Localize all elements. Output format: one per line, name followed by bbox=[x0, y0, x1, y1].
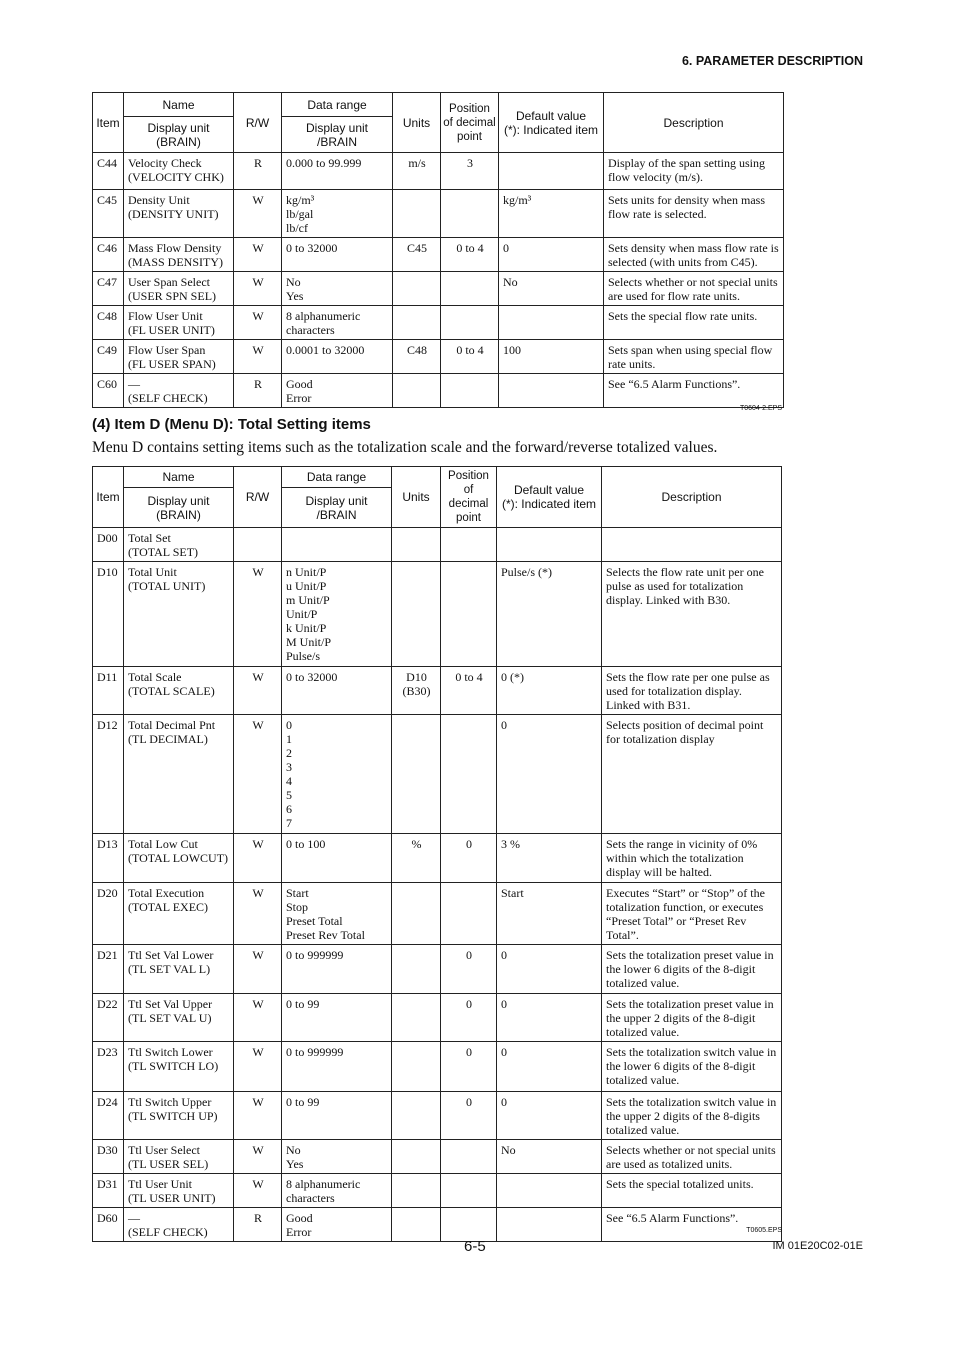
row-units bbox=[392, 1092, 441, 1140]
row-name: Ttl Switch Upper (TL SWITCH UP) bbox=[124, 1092, 234, 1140]
row-range: 0 1 2 3 4 5 6 7 bbox=[282, 715, 392, 834]
row-default bbox=[497, 528, 602, 562]
row-position: 0 to 4 bbox=[441, 238, 499, 272]
row-item: D13 bbox=[93, 834, 124, 883]
row-item: D23 bbox=[93, 1042, 124, 1092]
row-units bbox=[392, 562, 441, 667]
table-row bbox=[93, 667, 782, 715]
row-range: 0 to 999999 bbox=[282, 1042, 392, 1092]
row-position bbox=[441, 562, 497, 667]
row-range: 0 to 999999 bbox=[282, 945, 392, 994]
table-row bbox=[93, 562, 782, 667]
row-description: Selects whether or not special units are used as totalized units. bbox=[602, 1140, 782, 1174]
row-name: Ttl Set Val Lower (TL SET VAL L) bbox=[124, 945, 234, 994]
row-rw: W bbox=[234, 834, 282, 883]
row-default: 0 (*) bbox=[497, 667, 602, 715]
row-rw: W bbox=[234, 272, 282, 306]
table-tag: T0604-2.EPS bbox=[739, 405, 782, 412]
row-units bbox=[393, 190, 441, 238]
row-item: D12 bbox=[93, 715, 124, 834]
col-description: Description bbox=[604, 93, 784, 153]
row-range: 0 to 100 bbox=[282, 834, 392, 883]
row-item: D11 bbox=[93, 667, 124, 715]
row-item: C46 bbox=[93, 238, 124, 272]
row-default bbox=[499, 306, 604, 340]
row-default: 0 bbox=[497, 715, 602, 834]
row-units: D10 (B30) bbox=[392, 667, 441, 715]
row-description bbox=[602, 528, 782, 562]
row-name: Ttl Switch Lower (TL SWITCH LO) bbox=[124, 1042, 234, 1092]
table-row bbox=[93, 834, 782, 883]
row-item: D21 bbox=[93, 945, 124, 994]
row-units bbox=[392, 1042, 441, 1092]
page-number: 6-5 bbox=[464, 1238, 486, 1255]
table-row bbox=[93, 1092, 782, 1140]
row-position: 0 to 4 bbox=[441, 340, 499, 374]
row-range: 0 to 99 bbox=[282, 1092, 392, 1140]
row-item: D60 bbox=[93, 1208, 124, 1242]
row-name: Total Unit (TOTAL UNIT) bbox=[124, 562, 234, 667]
col-data-range: Data range bbox=[282, 467, 392, 488]
row-rw: W bbox=[234, 1174, 282, 1208]
row-default: 0 bbox=[497, 945, 602, 994]
row-name: Flow User Unit (FL USER UNIT) bbox=[124, 306, 234, 340]
row-name: Mass Flow Density (MASS DENSITY) bbox=[124, 238, 234, 272]
row-item: C48 bbox=[93, 306, 124, 340]
row-description: Sets the special totalized units. bbox=[602, 1174, 782, 1208]
row-default: 0 bbox=[497, 994, 602, 1042]
row-name: Total Execution (TOTAL EXEC) bbox=[124, 883, 234, 945]
col-position: Position of decimal point bbox=[441, 467, 497, 528]
table-row bbox=[93, 374, 784, 408]
row-position: 0 bbox=[441, 1092, 497, 1140]
row-units bbox=[392, 883, 441, 945]
row-position bbox=[441, 306, 499, 340]
row-units bbox=[393, 306, 441, 340]
row-description: Selects position of decimal point for totalization display bbox=[602, 715, 782, 834]
running-header: 6. PARAMETER DESCRIPTION bbox=[681, 54, 863, 68]
row-position: 0 bbox=[441, 1042, 497, 1092]
row-item: D31 bbox=[93, 1174, 124, 1208]
row-description: Sets the totalization switch value in the upper 2 digits of the 8-digits totalized value. bbox=[602, 1092, 782, 1140]
row-name: User Span Select (USER SPN SEL) bbox=[124, 272, 234, 306]
row-default: 0 bbox=[497, 1092, 602, 1140]
row-position: 0 bbox=[441, 994, 497, 1042]
row-name: Ttl User Unit (TL USER UNIT) bbox=[124, 1174, 234, 1208]
row-position bbox=[441, 1174, 497, 1208]
row-item: D22 bbox=[93, 994, 124, 1042]
row-name: Flow User Span (FL USER SPAN) bbox=[124, 340, 234, 374]
col-default: Default value (*): Indicated item bbox=[499, 93, 604, 153]
document-id: IM 01E20C02-01E bbox=[772, 1240, 863, 1252]
row-range: 0 to 32000 bbox=[282, 238, 393, 272]
row-name: Density Unit (DENSITY UNIT) bbox=[124, 190, 234, 238]
row-rw: R bbox=[234, 153, 282, 190]
col-rw: R/W bbox=[234, 467, 282, 528]
row-rw: R bbox=[234, 1208, 282, 1242]
row-range: 0.000 to 99.999 bbox=[282, 153, 393, 190]
col-description: Description bbox=[602, 467, 782, 528]
row-range: 0.0001 to 32000 bbox=[282, 340, 393, 374]
table-row bbox=[93, 272, 784, 306]
row-range: n Unit/P u Unit/P m Unit/P Unit/P k Unit/P M Unit/P Pulse/s bbox=[282, 562, 392, 667]
row-rw: R bbox=[234, 374, 282, 408]
row-name: Total Low Cut (TOTAL LOWCUT) bbox=[124, 834, 234, 883]
row-item: C47 bbox=[93, 272, 124, 306]
table-row bbox=[93, 1042, 782, 1092]
row-name: Total Set (TOTAL SET) bbox=[124, 528, 234, 562]
row-item: C44 bbox=[93, 153, 124, 190]
row-name: Ttl Set Val Upper (TL SET VAL U) bbox=[124, 994, 234, 1042]
col-position: Position of decimal point bbox=[441, 93, 499, 153]
row-position bbox=[441, 1208, 497, 1242]
section-paragraph: Menu D contains setting items such as the totalization scale and the forward/reverse totalized values. bbox=[92, 439, 718, 456]
row-name: Velocity Check (VELOCITY CHK) bbox=[124, 153, 234, 190]
row-description: Selects whether or not special units are used for flow rate units. bbox=[604, 272, 784, 306]
parameter-table-d bbox=[92, 466, 782, 1242]
row-default: 3 % bbox=[497, 834, 602, 883]
row-units bbox=[392, 528, 441, 562]
row-rw: W bbox=[234, 1042, 282, 1092]
row-rw bbox=[234, 528, 282, 562]
row-position: 0 bbox=[441, 834, 497, 883]
row-name: Ttl User Select (TL USER SEL) bbox=[124, 1140, 234, 1174]
row-description: Sets the totalization switch value in the lower 6 digits of the 8-digit totalized value. bbox=[602, 1042, 782, 1092]
table-row bbox=[93, 945, 782, 994]
row-name: — (SELF CHECK) bbox=[124, 1208, 234, 1242]
row-description: See “6.5 Alarm Functions”. bbox=[604, 374, 784, 408]
row-position bbox=[441, 883, 497, 945]
table-row bbox=[93, 715, 782, 834]
row-default: No bbox=[497, 1140, 602, 1174]
parameter-table-c bbox=[92, 92, 784, 408]
row-units bbox=[392, 994, 441, 1042]
row-description: Sets the totalization preset value in the upper 2 digits of the 8-digit totalized value. bbox=[602, 994, 782, 1042]
col-units: Units bbox=[392, 467, 441, 528]
row-rw: W bbox=[234, 562, 282, 667]
row-range: 8 alphanumeric characters bbox=[282, 1174, 392, 1208]
row-units bbox=[393, 272, 441, 306]
row-rw: W bbox=[234, 340, 282, 374]
row-position bbox=[441, 1140, 497, 1174]
row-rw: W bbox=[234, 994, 282, 1042]
row-description: Sets the flow rate per one pulse as used for totalization display. Linked with B31. bbox=[602, 667, 782, 715]
row-range: 8 alphanumeric characters bbox=[282, 306, 393, 340]
section-heading: (4) Item D (Menu D): Total Setting items bbox=[92, 416, 371, 433]
row-rw: W bbox=[234, 1140, 282, 1174]
table-tag: T0605.EPS bbox=[746, 1227, 782, 1234]
row-description: Sets the totalization preset value in the lower 6 digits of the 8-digit totalized value. bbox=[602, 945, 782, 994]
row-units: C48 bbox=[393, 340, 441, 374]
row-rw: W bbox=[234, 1092, 282, 1140]
row-description: Sets units for density when mass flow rate is selected. bbox=[604, 190, 784, 238]
row-position: 0 to 4 bbox=[441, 667, 497, 715]
row-range bbox=[282, 528, 392, 562]
row-item: D30 bbox=[93, 1140, 124, 1174]
row-default: 100 bbox=[499, 340, 604, 374]
row-name: Total Decimal Pnt (TL DECIMAL) bbox=[124, 715, 234, 834]
col-units: Units bbox=[393, 93, 441, 153]
row-default: No bbox=[499, 272, 604, 306]
col-item: Item bbox=[93, 93, 124, 153]
row-rw: W bbox=[234, 883, 282, 945]
row-rw: W bbox=[234, 306, 282, 340]
row-description: See “6.5 Alarm Functions”. bbox=[602, 1208, 782, 1242]
row-default bbox=[497, 1208, 602, 1242]
row-rw: W bbox=[234, 945, 282, 994]
row-units: % bbox=[392, 834, 441, 883]
row-units bbox=[392, 945, 441, 994]
row-units bbox=[392, 715, 441, 834]
row-item: D24 bbox=[93, 1092, 124, 1140]
row-description: Sets the special flow rate units. bbox=[604, 306, 784, 340]
col-default: Default value (*): Indicated item bbox=[497, 467, 602, 528]
row-rw: W bbox=[234, 667, 282, 715]
row-rw: W bbox=[234, 238, 282, 272]
row-position bbox=[441, 190, 499, 238]
table-row bbox=[93, 1174, 782, 1208]
table-row bbox=[93, 528, 782, 562]
row-default: 0 bbox=[497, 1042, 602, 1092]
row-range: 0 to 32000 bbox=[282, 667, 392, 715]
row-rw: W bbox=[234, 190, 282, 238]
row-units bbox=[392, 1174, 441, 1208]
col-rw: R/W bbox=[234, 93, 282, 153]
col-name: Name bbox=[124, 93, 234, 117]
row-item: C45 bbox=[93, 190, 124, 238]
row-position bbox=[441, 374, 499, 408]
row-default: kg/m³ bbox=[499, 190, 604, 238]
row-description: Executes “Start” or “Stop” of the totalization function, or executes “Preset Total” or “Preset Rev Total”. bbox=[602, 883, 782, 945]
col-data-range: Data range bbox=[282, 93, 393, 117]
row-position: 3 bbox=[441, 153, 499, 190]
row-name: — (SELF CHECK) bbox=[124, 374, 234, 408]
row-rw: W bbox=[234, 715, 282, 834]
row-position bbox=[441, 715, 497, 834]
table-row bbox=[93, 994, 782, 1042]
row-range: Good Error bbox=[282, 374, 393, 408]
row-units: C45 bbox=[393, 238, 441, 272]
row-description: Display of the span setting using flow velocity (m/s). bbox=[604, 153, 784, 190]
row-default bbox=[499, 374, 604, 408]
row-item: D10 bbox=[93, 562, 124, 667]
table-row bbox=[93, 1208, 782, 1242]
table-row bbox=[93, 190, 784, 238]
col-display-unit-brain: Display unit /BRAIN bbox=[282, 488, 392, 528]
col-item: Item bbox=[93, 467, 124, 528]
table-row bbox=[93, 883, 782, 945]
row-range: No Yes bbox=[282, 1140, 392, 1174]
row-description: Sets density when mass flow rate is selected (with units from C45). bbox=[604, 238, 784, 272]
row-position bbox=[441, 528, 497, 562]
row-description: Selects the flow rate unit per one pulse as used for totalization display. Linked with B30. bbox=[602, 562, 782, 667]
row-item: C60 bbox=[93, 374, 124, 408]
col-display-unit: Display unit (BRAIN) bbox=[124, 117, 234, 153]
row-units bbox=[393, 374, 441, 408]
table-row bbox=[93, 153, 784, 190]
row-units bbox=[392, 1208, 441, 1242]
row-item: D20 bbox=[93, 883, 124, 945]
table-row bbox=[93, 340, 784, 374]
table-row bbox=[93, 306, 784, 340]
row-default bbox=[497, 1174, 602, 1208]
row-position: 0 bbox=[441, 945, 497, 994]
row-units: m/s bbox=[393, 153, 441, 190]
col-display-unit-brain: Display unit /BRAIN bbox=[282, 117, 393, 153]
row-position bbox=[441, 272, 499, 306]
row-range: No Yes bbox=[282, 272, 393, 306]
row-default: Start bbox=[497, 883, 602, 945]
row-default: 0 bbox=[499, 238, 604, 272]
row-range: 0 to 99 bbox=[282, 994, 392, 1042]
row-range: Good Error bbox=[282, 1208, 392, 1242]
row-item: C49 bbox=[93, 340, 124, 374]
row-range: Start Stop Preset Total Preset Rev Total bbox=[282, 883, 392, 945]
col-name: Name bbox=[124, 467, 234, 488]
row-default: Pulse/s (*) bbox=[497, 562, 602, 667]
row-units bbox=[392, 1140, 441, 1174]
row-default bbox=[499, 153, 604, 190]
row-name: Total Scale (TOTAL SCALE) bbox=[124, 667, 234, 715]
row-item: D00 bbox=[93, 528, 124, 562]
row-range: kg/m³ lb/gal lb/cf bbox=[282, 190, 393, 238]
row-description: Sets span when using special flow rate units. bbox=[604, 340, 784, 374]
row-description: Sets the range in vicinity of 0% within which the totalization display will be halted. bbox=[602, 834, 782, 883]
table-row bbox=[93, 238, 784, 272]
col-display-unit: Display unit (BRAIN) bbox=[124, 488, 234, 528]
table-row bbox=[93, 1140, 782, 1174]
